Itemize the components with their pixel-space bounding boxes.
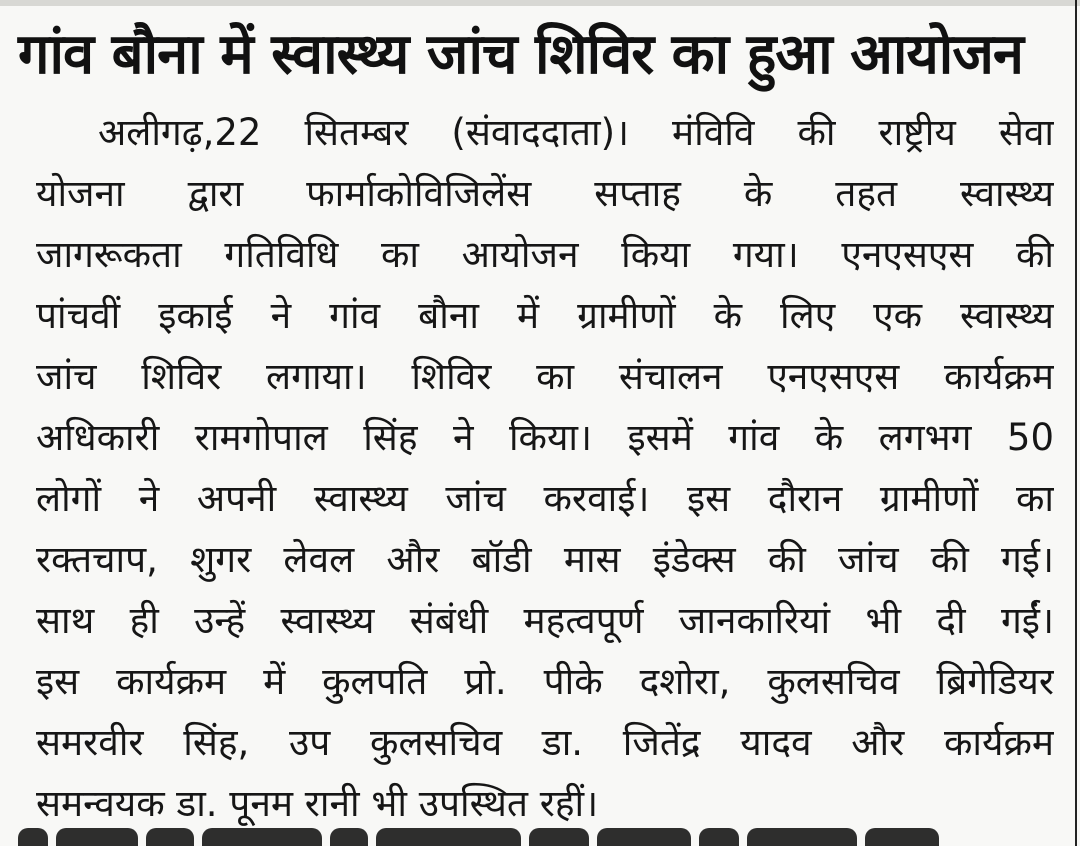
article-line: रक्तचाप, शुगर लेवल और बॉडी मास इंडेक्स की जांच की गई। <box>36 538 1054 581</box>
article-line: जागरूकता गतिविधि का आयोजन किया गया। एनएसएस की <box>36 233 1054 276</box>
column-rule <box>1075 0 1077 846</box>
article-line: अधिकारी रामगोपाल सिंह ने किया। इसमें गांव के लगभग 50 <box>36 416 1054 459</box>
article-line: योजना द्वारा फार्माकोविजिलेंस सप्ताह के तहत स्वास्थ्य <box>36 172 1054 215</box>
article-line: समरवीर सिंह, उप कुलसचिव डा. जितेंद्र यादव और कार्यक्रम <box>36 721 1054 764</box>
top-edge <box>0 0 1080 6</box>
article-line: अलीगढ़,22 सितम्बर (संवाददाता)। मंविवि की राष्ट्रीय सेवा <box>98 111 1054 154</box>
article-line: इस कार्यक्रम में कुलपति प्रो. पीके दशोरा, कुलसचिव ब्रिगेडियर <box>36 660 1054 703</box>
headline: गांव बौना में स्वास्थ्य जांच शिविर का हुआ आयोजन <box>18 22 1023 87</box>
article-line: जांच शिविर लगाया। शिविर का संचालन एनएसएस कार्यक्रम <box>36 355 1054 398</box>
article-line: समन्वयक डा. पूनम रानी भी उपस्थित रहीं। <box>36 782 599 825</box>
article-line: लोगों ने अपनी स्वास्थ्य जांच करवाई। इस दौरान ग्रामीणों का <box>36 477 1054 520</box>
article-body <box>36 102 1054 834</box>
article-line: साथ ही उन्हें स्वास्थ्य संबंधी महत्वपूर्ण जानकारियां भी दी गईं। <box>36 599 1054 642</box>
next-headline-cutoff <box>18 828 1063 846</box>
article-line: पांचवीं इकाई ने गांव बौना में ग्रामीणों के लिए एक स्वास्थ्य <box>36 294 1054 337</box>
